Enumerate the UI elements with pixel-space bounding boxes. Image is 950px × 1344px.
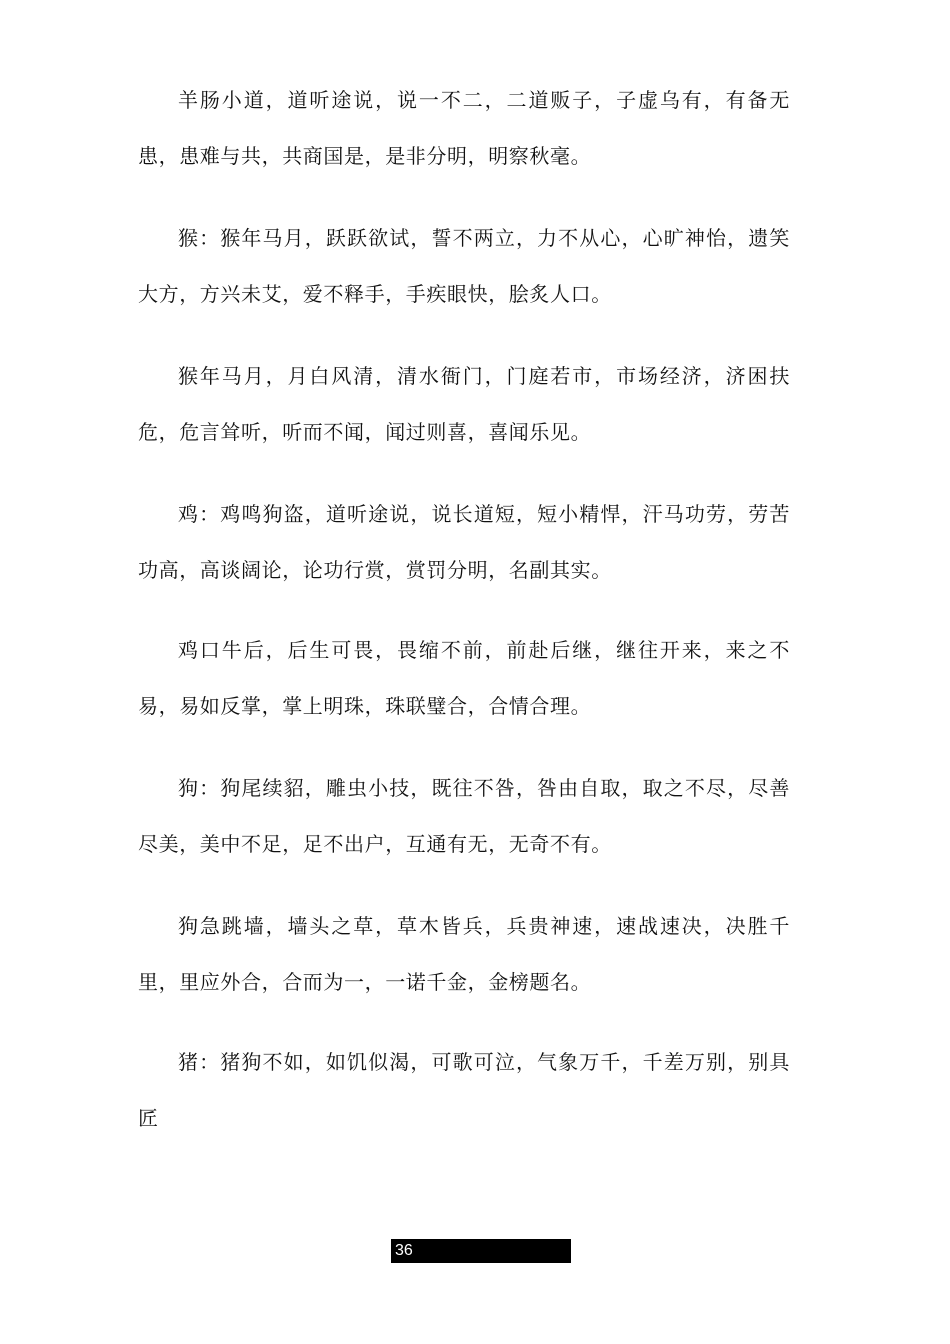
paragraph-8: 猪：猪狗不如，如饥似渴，可歌可泣，气象万千，千差万别，别具匠 xyxy=(138,1050,790,1130)
paragraph-7: 狗急跳墙，墙头之草，草木皆兵，兵贵神速，速战速决，决胜千里，里应外合，合而为一，一诺千金，金榜题名。 xyxy=(138,914,790,994)
page-number-bar xyxy=(391,1239,571,1263)
paragraph-3: 猴年马月，月白风清，清水衙门，门庭若市，市场经济，济困扶危，危言耸听，听而不闻，闻过则喜，喜闻乐见。 xyxy=(138,364,790,444)
paragraph-1: 羊肠小道，道听途说，说一不二，二道贩子，子虚乌有，有备无患，患难与共，共商国是，是非分明，明察秋毫。 xyxy=(138,88,790,168)
paragraph-4: 鸡：鸡鸣狗盗，道听途说，说长道短，短小精悍，汗马功劳，劳苦功高，高谈阔论，论功行赏，赏罚分明，名副其实。 xyxy=(138,502,790,582)
paragraph-6: 狗：狗尾续貂，雕虫小技，既往不咎，咎由自取，取之不尽，尽善尽美，美中不足，足不出户，互通有无，无奇不有。 xyxy=(138,776,790,856)
paragraph-2: 猴：猴年马月，跃跃欲试，誓不两立，力不从心，心旷神怡，遗笑大方，方兴未艾，爱不释手，手疾眼快，脍炙人口。 xyxy=(138,226,790,306)
page-number: 36 xyxy=(395,1242,413,1259)
paragraph-5: 鸡口牛后，后生可畏，畏缩不前，前赴后继，继往开来，来之不易，易如反掌，掌上明珠，珠联璧合，合情合理。 xyxy=(138,638,790,718)
